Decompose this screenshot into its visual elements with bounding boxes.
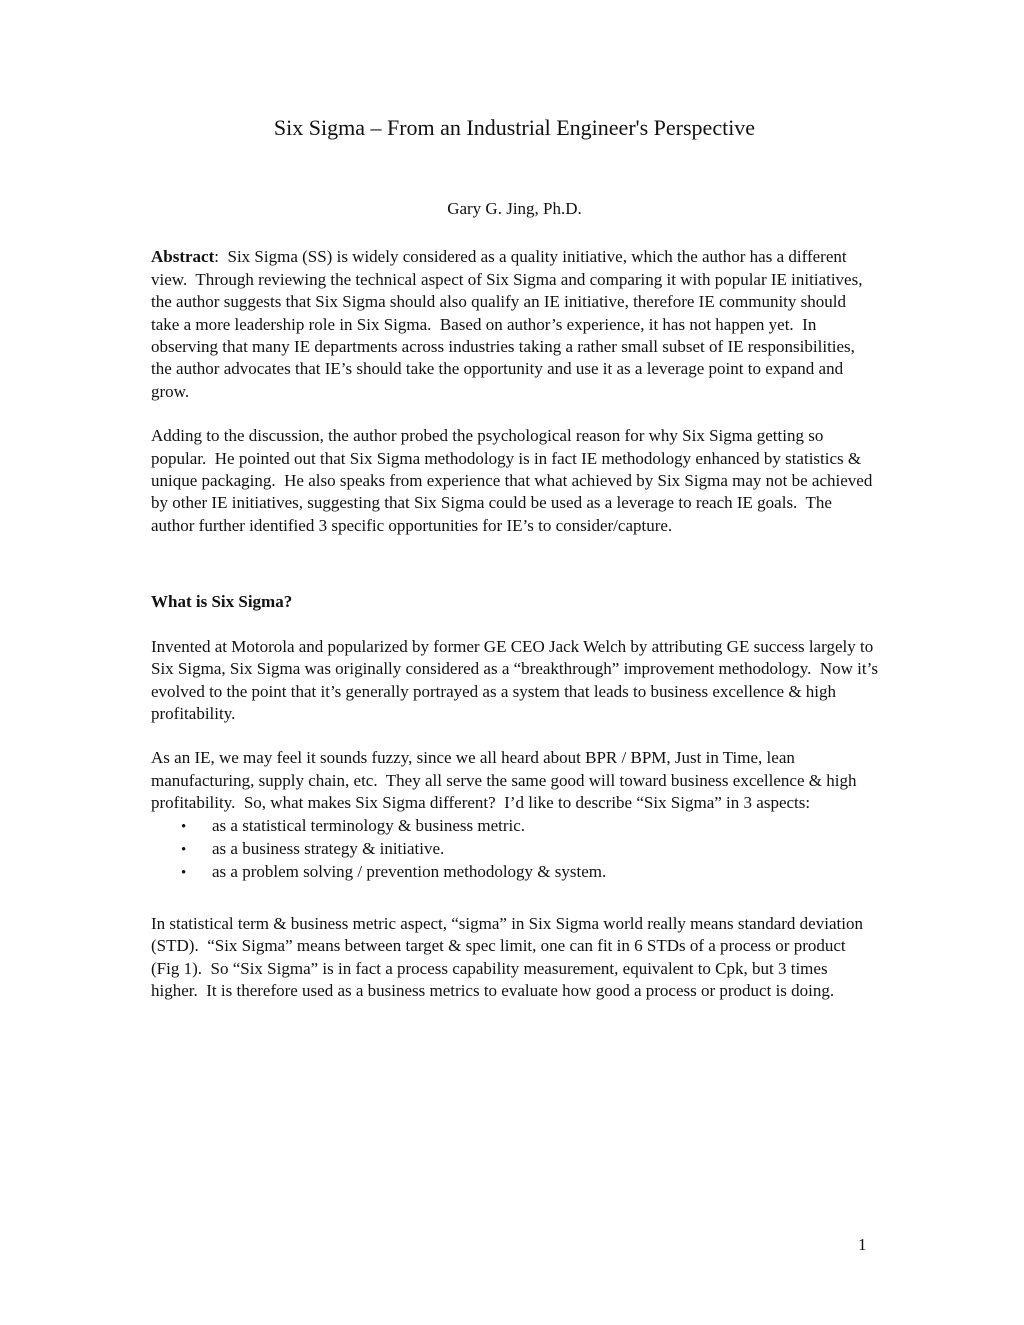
list-item: [151, 861, 878, 884]
abstract-text: : Six Sigma (SS) is widely considered as a quality initiative, which the author has a different view. Through reviewing the technical aspect of Six Sigma and comparing it with popular IE initiatives, the author suggests that Six Sigma should also qualify an IE initiative, therefore IE community should take a more leadership role in Six Sigma. Based on author’s experience, it has not happen yet. In observing that many IE departments across industries taking a rather small subset of IE responsibilities, the author advocates that IE’s should take the opportunity and use it as a leverage point to expand and grow.: [151, 247, 867, 401]
section-heading-what-is-six-sigma: What is Six Sigma?: [151, 592, 293, 612]
abstract-paragraph: [151, 246, 878, 403]
list-item: [151, 838, 878, 861]
bullet-icon: •: [181, 841, 187, 858]
bullet-icon: •: [181, 865, 187, 882]
list-item-text: as a statistical terminology & business metric.: [212, 815, 526, 835]
paper-author: Gary G. Jing, Ph.D.: [447, 199, 582, 218]
paragraph-psychological-reason: Adding to the discussion, the author probed the psychological reason for why Six Sigma getting so popular. He pointed out that Six Sigma methodology is in fact IE methodology enhanced by statistics & unique packaging. He also speaks from experience that what achieved by Six Sigma may not be achieved by other IE initiatives, suggesting that Six Sigma could be used as a leverage to reach IE goals. The author further identified 3 specific opportunities for IE’s to consider/capture.: [151, 426, 877, 535]
list-item-text: as a problem solving / prevention methodology & system.: [212, 862, 607, 882]
bullet-icon: •: [181, 818, 187, 835]
abstract-label: Abstract: [151, 247, 215, 267]
aspects-list: [151, 815, 878, 885]
paper-title: Six Sigma – From an Industrial Engineer's Perspective: [273, 115, 756, 140]
paragraph-invented-at-motorola: Invented at Motorola and popularized by former GE CEO Jack Welch by attributing GE success largely to Six Sigma, Six Sigma was originally considered as a “breakthrough” improvement methodology. Now it’s evolved to the point that it’s generally portrayed as a system that leads to business excellence & high profitability.: [151, 636, 883, 723]
paragraph-as-an-ie: As an IE, we may feel it sounds fuzzy, since we all heard about BPR / BPM, Just in Time, lean manufacturing, supply chain, etc. They all serve the same good will toward business excellence & high profitability. So, what makes Six Sigma different? I’d like to describe “Six Sigma” in 3 aspects:: [151, 748, 861, 813]
list-item-text: as a business strategy & initiative.: [212, 838, 445, 858]
paragraph-statistical-term: In statistical term & business metric aspect, “sigma” in Six Sigma world really means standard deviation (STD). “Six Sigma” means between target & spec limit, one can fit in 6 STDs of a process or product (Fig 1). So “Six Sigma” is in fact a process capability measurement, equivalent to Cpk, but 3 times higher. It is therefore used as a business metrics to evaluate how good a process or product is doing.: [151, 913, 868, 1000]
list-item: [151, 815, 878, 838]
page-content: [151, 0, 883, 1002]
page-number: 1: [858, 1235, 867, 1254]
